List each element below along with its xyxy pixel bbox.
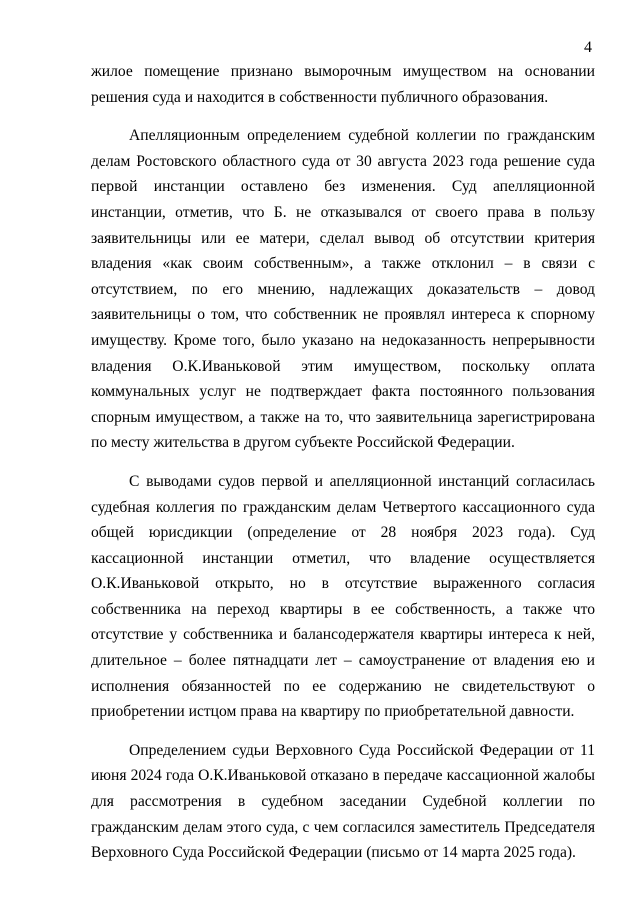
page-number: 4 bbox=[584, 39, 592, 56]
paragraph-continuation: жилое помещение признано выморочным имуществом на основании решения суда и находится в собственности публичного образования. bbox=[91, 63, 595, 106]
paragraph-cassation-ruling: С выводами судов первой и апелляционной инстанций согласилась судебная коллегия по гражданским делам Четвертого кассационного суда общей юрисдикции (определение от 28 ноября 2023 года). Суд кассационной инстанции отметил, что владение осуществляется О.К.Иваньковой открыто, но в отсутствие выраженного согласия собственника на переход квартиры в ее собственность, а также что отсутствие у собственника и балансодержателя квартиры интереса к ней, длительное – более пятнадцати лет – самоустранение от владения ею и исполнения обязанностей по ее содержанию не свидетельствуют о приобретении истцом права на квартиру по приобретательной давности. bbox=[91, 472, 595, 721]
paragraph-appeal-ruling: Апелляционным определением судебной коллегии по гражданским делам Ростовского областного суда от 30 августа 2023 года решение суда первой инстанции оставлено без изменения. Суд апелляционной инстанции, отметив, что Б. не отказывался от своего права в пользу заявительницы или ее матери, сделал вывод об отсутствии критерия владения «как своим собственным», а также отклонил – в связи с отсутствием, по его мнению, надлежащих доказательств – довод заявительницы о том, что собственник не проявлял интереса к спорному имуществу. Кроме того, было указано на недоказанность непрерывности владения О.К.Иваньковой этим имуществом, поскольку оплата коммунальных услуг не подтверждает факта постоянного пользования спорным имуществом, а также на то, что заявительница зарегистрирована по месту жительства в другом субъекте Российской Федерации. bbox=[91, 127, 595, 452]
paragraph-supreme-court-ruling: Определением судьи Верховного Суда Российской Федерации от 11 июня 2024 года О.К.Иваньковой отказано в передаче кассационной жалобы для рассмотрения в судебном заседании Судебной коллегии по гражданским делам этого суда, с чем согласился заместитель Председателя Верховного Суда Российской Федерации (письмо от 14 марта 2025 года). bbox=[91, 741, 595, 862]
document-body bbox=[91, 59, 595, 866]
